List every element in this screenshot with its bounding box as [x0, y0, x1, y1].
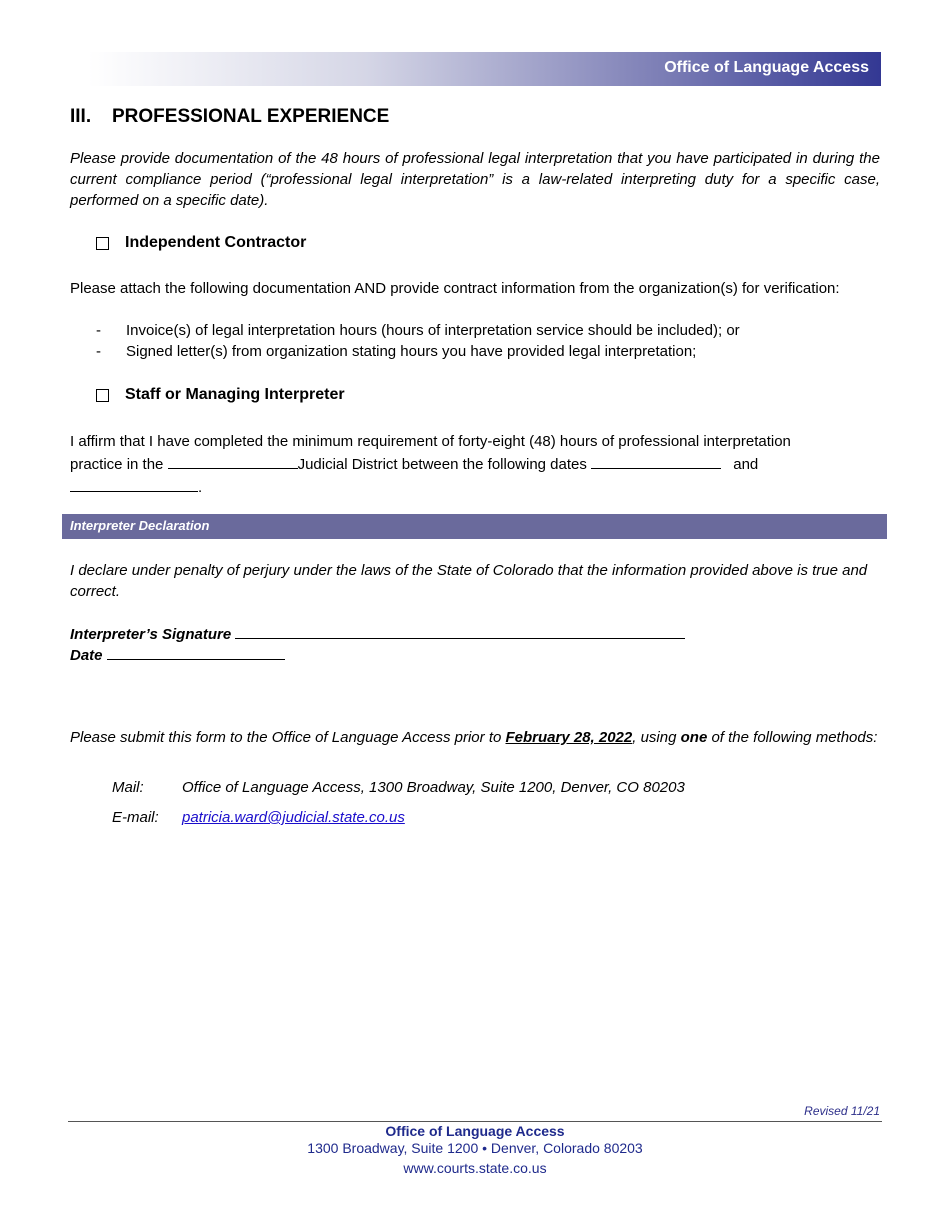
footer-address: 1300 Broadway, Suite 1200 • Denver, Colorado 80203 [307, 1140, 643, 1156]
affirmation-line-3: . [70, 475, 880, 498]
deadline-date: February 28, 2022 [505, 729, 633, 746]
revised-note: Revised 11/21 [804, 1104, 880, 1118]
header-banner [88, 52, 881, 86]
contractor-option[interactable] [96, 234, 306, 252]
footer-website[interactable]: www.courts.state.co.us [403, 1160, 547, 1176]
banner-title: Office of Language Access [664, 59, 869, 76]
contractor-checkbox[interactable] [96, 237, 109, 250]
contractor-instructions: Please attach the following documentation AND provide contract information from the organization(s) for verification: [70, 280, 840, 297]
email-link[interactable]: patricia.ward@judicial.state.co.us [182, 809, 405, 826]
mail-address: Office of Language Access, 1300 Broadway, Suite 1200, Denver, CO 80203 [182, 779, 685, 796]
submission-instructions: Please submit this form to the Office of Language Access prior to February 28, 2022, using one of the following methods: [70, 729, 878, 746]
staff-checkbox[interactable] [96, 389, 109, 402]
signature-field[interactable] [235, 622, 685, 639]
staff-label: Staff or Managing Interpreter [125, 386, 345, 403]
date-field[interactable] [107, 643, 285, 660]
signature-row [70, 622, 685, 643]
judicial-district-field[interactable] [168, 452, 298, 469]
list-item: - Signed letter(s) from organization stating hours you have provided legal interpretation; [96, 343, 697, 360]
affirmation-line-1: I affirm that I have completed the minimum requirement of forty-eight (48) hours of professional interpretation [70, 433, 791, 450]
contractor-label: Independent Contractor [125, 234, 307, 251]
section-title: PROFESSIONAL EXPERIENCE [112, 106, 390, 127]
list-item: - Invoice(s) of legal interpretation hours (hours of interpretation service should be included); or [96, 322, 740, 339]
staff-affirmation [70, 431, 880, 498]
section-intro: Please provide documentation of the 48 hours of professional legal interpretation that you have participated in during the current compliance period (“professional legal interpretation” is a law-related interpreting duty for a specific case, performed on a specific date). [70, 150, 880, 209]
affirmation-line-2: practice in the Judicial District between the following dates and [70, 452, 880, 475]
contractor-doc-list [96, 320, 886, 362]
staff-option[interactable] [96, 386, 345, 404]
declaration-text: I declare under penalty of perjury under the laws of the State of Colorado that the information provided above is true and correct. [70, 562, 868, 600]
date-label: Date [70, 647, 103, 664]
emphasis-one: one [680, 729, 708, 746]
declaration-header-bar [62, 514, 887, 539]
declaration-title: Interpreter Declaration [70, 518, 210, 533]
date-row [70, 643, 285, 664]
email-label: E-mail: [112, 809, 159, 826]
footer-org: Office of Language Access [385, 1123, 565, 1139]
section-number: III. [70, 106, 92, 127]
start-date-field[interactable] [591, 452, 721, 469]
end-date-field[interactable] [70, 475, 198, 492]
mail-label: Mail: [112, 779, 144, 796]
footer-divider [68, 1121, 882, 1122]
mail-method [112, 779, 685, 796]
email-method [112, 809, 405, 826]
signature-label: Interpreter’s Signature [70, 626, 232, 643]
section-heading [70, 106, 389, 128]
